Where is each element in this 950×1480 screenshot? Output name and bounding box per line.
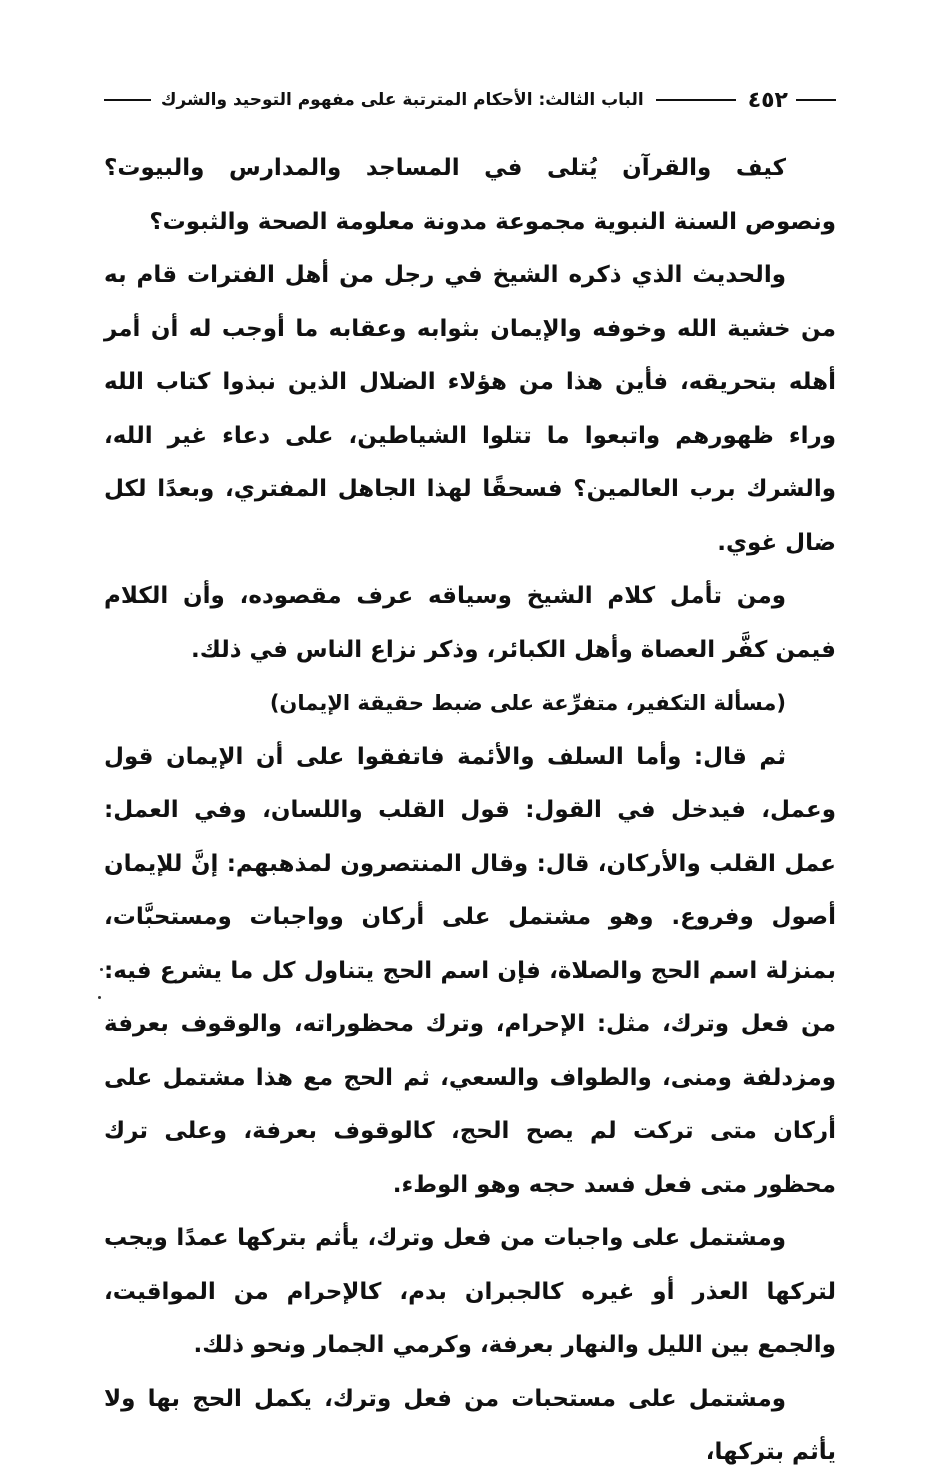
- paragraph: والحديث الذي ذكره الشيخ في رجل من أهل الفترات قام به من خشية الله وخوفه والإيمان بثوابه وعقابه ما أوجب له أن أمر أهله بتحريقه، فأين هذا من هؤلاء الضلال الذين نبذوا كتاب الله وراء ظهورهم واتبعوا ما تتلوا الشياطين، على دعاء غير الله، والشرك برب العالمين؟ فسحقًا لهذا الجاهل المفتري، وبعدًا لكل ضال غوي.: [104, 262, 836, 556]
- paragraph: كيف والقرآن يُتلى في المساجد والمدارس والبيوت؟ ونصوص السنة النبوية مجموعة مدونة معلومة الصحة والثبوت؟: [104, 155, 836, 235]
- header-rule: [796, 99, 836, 101]
- paragraph: ومشتمل على واجبات من فعل وترك، يأثم بتركها عمدًا ويجب لتركها العذر أو غيره كالجبران بدم، كالإحرام من المواقيت، والجمع بين الليل والنهار بعرفة، وكرمي الجمار ونحو ذلك.: [104, 1225, 836, 1358]
- header-rule: [104, 99, 151, 101]
- running-title: الباب الثالث: الأحكام المترتبة على مفهوم التوحيد والشرك: [160, 90, 644, 110]
- page-number: ٤٥٢: [747, 87, 788, 113]
- header-rule: [656, 99, 736, 101]
- paragraph: ثم قال: وأما السلف والأئمة فاتفقوا على أن الإيمان قول وعمل، فيدخل في القول: قول القلب واللسان، وفي العمل: عمل القلب والأركان، قال: وقال المنتصرون لمذهبهم: إنَّ للإيمان أصول وفروع. وهو مشتمل على أركان وواجبات ومستحبَّات، بمنزلة اسم الحج والصلاة، فإن اسم الحج يتناول كل ما يشرع فيه: من فعل وترك، مثل: الإحرام، وترك محظوراته، والوقوف بعرفة ومزدلفة ومنى، والطواف والسعي، ثم الحج مع هذا مشتمل على أركان متى تركت لم يصح الحج، كالوقوف بعرفة، وعلى ترك محظور متى فعل فسد حجه وهو الوطء.: [104, 743, 836, 1198]
- paragraph: ومن تأمل كلام الشيخ وسياقه عرف مقصوده، وأن الكلام فيمن كفَّر العصاة وأهل الكبائر، وذكر نزاع الناس في ذلك.: [104, 583, 836, 663]
- running-header: [104, 80, 836, 120]
- scan-speck: [98, 996, 101, 999]
- section-heading: (مسألة التكفير، متفرِّعة على ضبط حقيقة الإيمان): [269, 691, 786, 715]
- page-body: [104, 142, 836, 1480]
- scan-speck: [100, 968, 103, 971]
- paragraph: ومشتمل على مستحبات من فعل وترك، يكمل الحج بها ولا يأثم بتركها،: [104, 1385, 836, 1465]
